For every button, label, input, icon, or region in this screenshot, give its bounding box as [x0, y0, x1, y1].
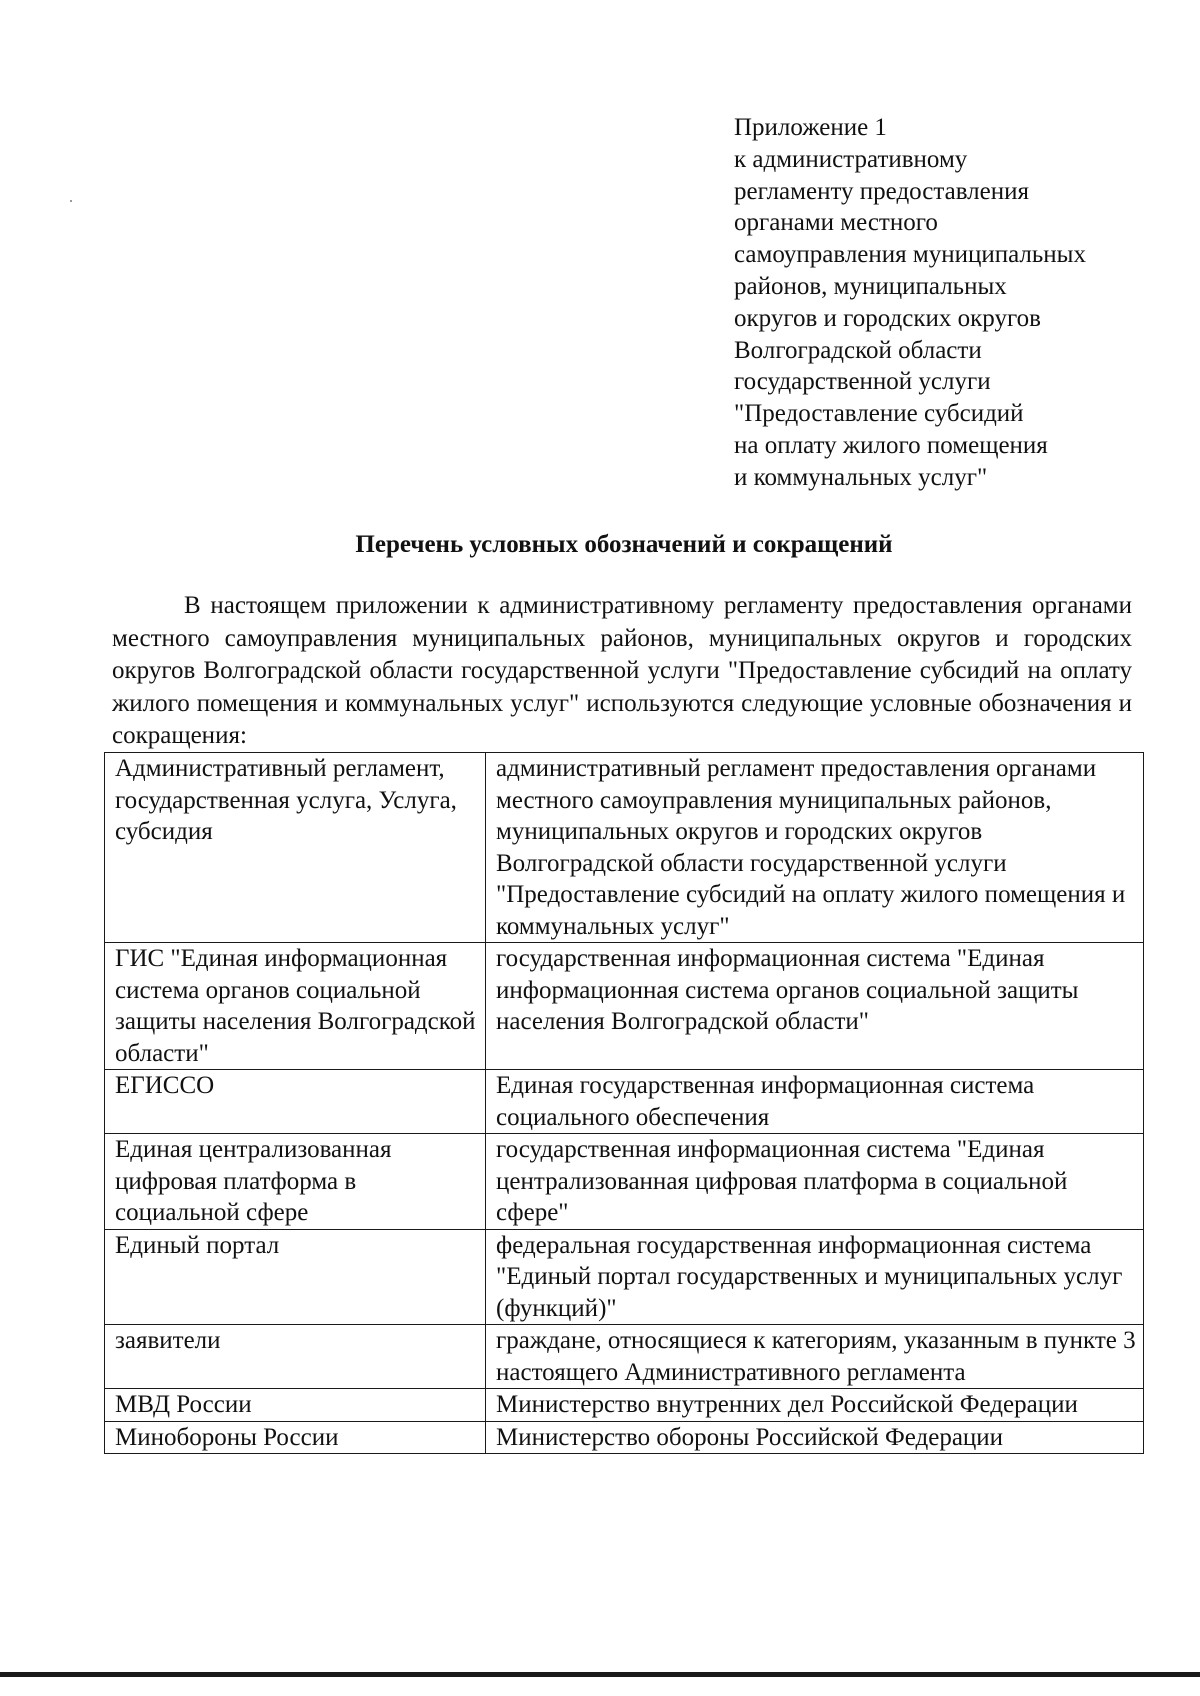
definition-cell: Министерство обороны Российской Федерации — [486, 1421, 1144, 1454]
definition-cell: государственная информационная система "Единая централизованная цифровая платформа в социальной сфере" — [486, 1134, 1144, 1230]
table-row — [105, 1389, 1144, 1422]
table-row — [105, 1325, 1144, 1389]
table-row — [105, 1229, 1144, 1325]
term-cell: заявители — [105, 1325, 486, 1389]
term-cell: Единая централизованная цифровая платформа в социальной сфере — [105, 1134, 486, 1230]
table-row — [105, 753, 1144, 943]
scan-speck — [70, 200, 72, 202]
appendix-header-line: самоуправления муниципальных — [734, 241, 1086, 269]
term-cell: Административный регламент, государственная услуга, Услуга, субсидия — [105, 753, 486, 943]
term-cell: Минобороны России — [105, 1421, 486, 1454]
term-cell: ЕГИССО — [105, 1070, 486, 1134]
definition-cell: Министерство внутренних дел Российской Федерации — [486, 1389, 1144, 1422]
term-cell: МВД России — [105, 1389, 486, 1422]
appendix-header-line: к административному — [734, 145, 968, 173]
appendix-header-line: органами местного — [734, 209, 938, 237]
table-row — [105, 1070, 1144, 1134]
page-bottom-rule — [0, 1672, 1200, 1677]
intro-paragraph: В настоящем приложении к административному регламенту предоставления органами местного самоуправления муниципальных районов, муниципальных округов и городских округов Волгоградской области государственной услуги "Предоставление субсидий на оплату жилого помещения и коммунальных услуг" используются следующие условные обозначения и сокращения: — [112, 592, 1132, 749]
definition-cell: административный регламент предоставления органами местного самоуправления муниципальных районов, муниципальных округов и городских округов Волгоградской области государственной услуги "Предоставление субсидий на оплату жилого помещения и коммунальных услуг" — [486, 753, 1144, 943]
appendix-header-line: и коммунальных услуг" — [734, 463, 988, 491]
table-row — [105, 1134, 1144, 1230]
abbreviations-table — [104, 752, 1144, 1454]
appendix-header-line: государственной услуги — [734, 368, 991, 396]
table-row — [105, 943, 1144, 1070]
appendix-header-line: округов и городских округов — [734, 304, 1041, 332]
definition-cell: Единая государственная информационная система социального обеспечения — [486, 1070, 1144, 1134]
appendix-header — [734, 112, 1174, 494]
appendix-header-line: Приложение 1 — [734, 114, 887, 141]
term-cell: ГИС "Единая информационная система органов социальной защиты населения Волгоградской области" — [105, 943, 486, 1070]
appendix-header-line: регламенту предоставления — [734, 177, 1030, 205]
appendix-header-line: Волгоградской области — [734, 336, 982, 364]
appendix-header-line: районов, муниципальных — [734, 272, 1007, 300]
appendix-header-line: на оплату жилого помещения — [734, 431, 1048, 459]
appendix-header-line: "Предоставление субсидий — [734, 400, 1024, 428]
term-cell: Единый портал — [105, 1229, 486, 1325]
document-title: Перечень условных обозначений и сокращений — [355, 531, 893, 558]
table-row — [105, 1421, 1144, 1454]
definition-cell: государственная информационная система "Единая информационная система органов социальной защиты населения Волгоградской области" — [486, 943, 1144, 1070]
definition-cell: граждане, относящиеся к категориям, указанным в пункте 3 настоящего Административного регламента — [486, 1325, 1144, 1389]
definition-cell: федеральная государственная информационная система "Единый портал государственных и муниципальных услуг (функций)" — [486, 1229, 1144, 1325]
